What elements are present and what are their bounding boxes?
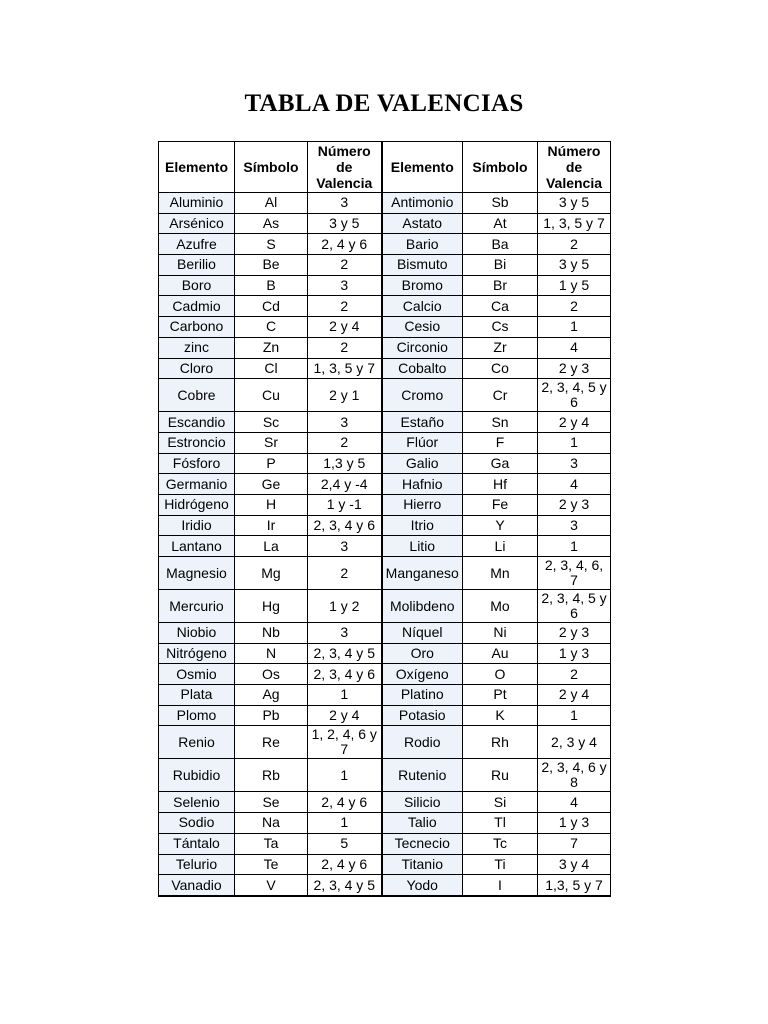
valencia-cell: 2, 4 y 6 [308,234,382,255]
valencia-cell: 1, 2, 4, 6 y 7 [308,726,382,759]
valencia-cell: 1 y -1 [308,494,382,515]
elemento-cell: Yodo [382,875,463,896]
elemento-cell: Rutenio [382,759,463,792]
simbolo-cell: Bi [463,255,538,276]
simbolo-cell: Te [235,854,308,875]
valencia-cell: 3 [538,515,611,536]
elemento-cell: Cesio [382,317,463,338]
simbolo-cell: Hg [235,590,308,623]
valencia-cell: 1, 3, 5 y 7 [308,358,382,379]
valencia-cell: 2, 4 y 6 [308,792,382,813]
simbolo-cell: Rh [463,726,538,759]
valencia-cell: 1 [538,705,611,726]
valencia-cell: 3 [308,275,382,296]
simbolo-cell: Al [235,193,308,214]
elemento-cell: Fósforo [159,453,235,474]
elemento-cell: Sodio [159,813,235,834]
elemento-cell: Cobalto [382,358,463,379]
elemento-cell: Mercurio [159,590,235,623]
table-row [159,833,611,854]
simbolo-cell: Zr [463,337,538,358]
table-row [159,432,611,453]
elemento-cell: Lantano [159,536,235,557]
header-simbolo-2: Símbolo [463,142,538,193]
valencia-cell: 2, 3, 4, 5 y 6 [538,379,611,412]
simbolo-cell: Co [463,358,538,379]
simbolo-cell: La [235,536,308,557]
table-row [159,317,611,338]
elemento-cell: Cadmio [159,296,235,317]
elemento-cell: Carbono [159,317,235,338]
simbolo-cell: Ba [463,234,538,255]
elemento-cell: Galio [382,453,463,474]
simbolo-cell: Ir [235,515,308,536]
elemento-cell: Titanio [382,854,463,875]
elemento-cell: Escandio [159,412,235,433]
simbolo-cell: Tc [463,833,538,854]
valencia-cell: 1 [538,317,611,338]
elemento-cell: Estroncio [159,432,235,453]
simbolo-cell: N [235,643,308,664]
simbolo-cell: Au [463,643,538,664]
valencia-cell: 2 [538,296,611,317]
elemento-cell: Cloro [159,358,235,379]
elemento-cell: Plata [159,685,235,706]
simbolo-cell: At [463,213,538,234]
valencia-cell: 1 [538,432,611,453]
valencia-cell: 2 y 1 [308,379,382,412]
table-row [159,275,611,296]
elemento-cell: Azufre [159,234,235,255]
elemento-cell: Plomo [159,705,235,726]
elemento-cell: Vanadio [159,875,235,896]
valencia-cell: 2, 3, 4 y 5 [308,875,382,896]
valencia-cell: 2 [308,432,382,453]
elemento-cell: Bismuto [382,255,463,276]
valencia-cell: 5 [308,833,382,854]
simbolo-cell: Na [235,813,308,834]
elemento-cell: Circonio [382,337,463,358]
elemento-cell: Manganeso [382,557,463,590]
valencia-cell: 2 y 3 [538,358,611,379]
elemento-cell: Hafnio [382,474,463,495]
simbolo-cell: V [235,875,308,896]
table-row [159,685,611,706]
elemento-cell: Hidrógeno [159,494,235,515]
simbolo-cell: F [463,432,538,453]
simbolo-cell: Nb [235,623,308,644]
valencia-cell: 1 y 3 [538,643,611,664]
valencias-table [158,141,611,897]
valencia-cell: 2 y 4 [538,412,611,433]
simbolo-cell: Re [235,726,308,759]
elemento-cell: Tántalo [159,833,235,854]
elemento-cell: Hierro [382,494,463,515]
table-row [159,813,611,834]
valencia-cell: 2 y 4 [308,705,382,726]
elemento-cell: Cobre [159,379,235,412]
simbolo-cell: Si [463,792,538,813]
valencia-cell: 2, 4 y 6 [308,854,382,875]
simbolo-cell: As [235,213,308,234]
valencia-cell: 1,3, 5 y 7 [538,875,611,896]
elemento-cell: Nitrógeno [159,643,235,664]
simbolo-cell: Sb [463,193,538,214]
valencia-cell: 2 [538,234,611,255]
elemento-cell: Itrio [382,515,463,536]
elemento-cell: Tecnecio [382,833,463,854]
valencia-cell: 2, 3, 4 y 6 [308,515,382,536]
table-row [159,474,611,495]
header-valencia-2: Número de Valencia [538,142,611,193]
table-row [159,759,611,792]
elemento-cell: Bario [382,234,463,255]
simbolo-cell: B [235,275,308,296]
simbolo-cell: Zn [235,337,308,358]
simbolo-cell: Mg [235,557,308,590]
table-row [159,557,611,590]
simbolo-cell: Be [235,255,308,276]
table-row [159,193,611,214]
header-elemento-2: Elemento [382,142,463,193]
table-row [159,664,611,685]
valencia-cell: 1 [308,685,382,706]
simbolo-cell: Li [463,536,538,557]
simbolo-cell: S [235,234,308,255]
valencia-cell: 2 y 3 [538,494,611,515]
simbolo-cell: Ni [463,623,538,644]
elemento-cell: Magnesio [159,557,235,590]
elemento-cell: Astato [382,213,463,234]
elemento-cell: Silicio [382,792,463,813]
elemento-cell: Rodio [382,726,463,759]
valencia-cell: 3 [308,412,382,433]
table-row [159,515,611,536]
table-row [159,854,611,875]
valencia-cell: 4 [538,792,611,813]
valencia-cell: 1, 3, 5 y 7 [538,213,611,234]
simbolo-cell: Cl [235,358,308,379]
elemento-cell: Platino [382,685,463,706]
elemento-cell: Potasio [382,705,463,726]
simbolo-cell: Cs [463,317,538,338]
elemento-cell: Oxígeno [382,664,463,685]
elemento-cell: Berilio [159,255,235,276]
table-row [159,623,611,644]
valencia-cell: 3 y 5 [308,213,382,234]
table-row [159,337,611,358]
valencia-cell: 2 [538,664,611,685]
simbolo-cell: Se [235,792,308,813]
table-row [159,255,611,276]
table-row [159,453,611,474]
table-row [159,792,611,813]
simbolo-cell: Hf [463,474,538,495]
valencia-cell: 1 y 3 [538,813,611,834]
simbolo-cell: Sc [235,412,308,433]
elemento-cell: Aluminio [159,193,235,214]
simbolo-cell: Pt [463,685,538,706]
table-row [159,536,611,557]
valencia-cell: 1 [308,813,382,834]
table-row [159,494,611,515]
page-title: TABLA DE VALENCIAS [244,90,524,117]
valencia-cell: 1 y 2 [308,590,382,623]
simbolo-cell: C [235,317,308,338]
simbolo-cell: Sn [463,412,538,433]
table-row [159,726,611,759]
valencia-cell: 3 [308,193,382,214]
elemento-cell: Iridio [159,515,235,536]
valencia-cell: 3 [538,453,611,474]
valencia-cell: 2, 3, 4, 6 y 8 [538,759,611,792]
elemento-cell: Litio [382,536,463,557]
elemento-cell: Oro [382,643,463,664]
elemento-cell: zinc [159,337,235,358]
valencia-cell: 2 y 3 [538,623,611,644]
header-elemento: Elemento [159,142,235,193]
table-row [159,875,611,896]
elemento-cell: Rubidio [159,759,235,792]
valencia-cell: 3 y 5 [538,193,611,214]
simbolo-cell: P [235,453,308,474]
valencia-cell: 2, 3, 4, 5 y 6 [538,590,611,623]
simbolo-cell: Mo [463,590,538,623]
simbolo-cell: Ru [463,759,538,792]
table-row [159,234,611,255]
valencia-cell: 3 y 4 [538,854,611,875]
valencia-cell: 2 [308,337,382,358]
elemento-cell: Boro [159,275,235,296]
simbolo-cell: Cr [463,379,538,412]
elemento-cell: Estaño [382,412,463,433]
elemento-cell: Níquel [382,623,463,644]
valencia-cell: 1 y 5 [538,275,611,296]
elemento-cell: Flúor [382,432,463,453]
simbolo-cell: Cu [235,379,308,412]
valencia-cell: 3 [308,536,382,557]
valencia-cell: 3 [308,623,382,644]
elemento-cell: Renio [159,726,235,759]
simbolo-cell: Mn [463,557,538,590]
valencia-cell: 2, 3 y 4 [538,726,611,759]
simbolo-cell: H [235,494,308,515]
table-row [159,705,611,726]
simbolo-cell: Ag [235,685,308,706]
simbolo-cell: I [463,875,538,896]
valencia-cell: 2 y 4 [308,317,382,338]
simbolo-cell: K [463,705,538,726]
table-row [159,213,611,234]
valencia-cell: 3 y 5 [538,255,611,276]
table-body [159,193,611,896]
elemento-cell: Telurio [159,854,235,875]
simbolo-cell: Ca [463,296,538,317]
elemento-cell: Arsénico [159,213,235,234]
table-row [159,590,611,623]
valencia-cell: 2 [308,296,382,317]
elemento-cell: Osmio [159,664,235,685]
elemento-cell: Germanio [159,474,235,495]
simbolo-cell: Os [235,664,308,685]
table-row [159,379,611,412]
elemento-cell: Cromo [382,379,463,412]
simbolo-cell: O [463,664,538,685]
valencia-cell: 1 [538,536,611,557]
elemento-cell: Niobio [159,623,235,644]
elemento-cell: Antimonio [382,193,463,214]
simbolo-cell: Fe [463,494,538,515]
header-valencia: Número de Valencia [308,142,382,193]
simbolo-cell: Tl [463,813,538,834]
table-row [159,358,611,379]
simbolo-cell: Y [463,515,538,536]
valencia-cell: 2, 3, 4, 6, 7 [538,557,611,590]
elemento-cell: Calcio [382,296,463,317]
simbolo-cell: Rb [235,759,308,792]
simbolo-cell: Sr [235,432,308,453]
table-row [159,296,611,317]
valencia-cell: 2 [308,557,382,590]
table-row [159,412,611,433]
valencia-cell: 2, 3, 4 y 6 [308,664,382,685]
elemento-cell: Bromo [382,275,463,296]
valencia-cell: 1 [308,759,382,792]
simbolo-cell: Pb [235,705,308,726]
valencia-cell: 2, 3, 4 y 5 [308,643,382,664]
valencia-cell: 4 [538,337,611,358]
valencia-cell: 7 [538,833,611,854]
simbolo-cell: Ga [463,453,538,474]
simbolo-cell: Ge [235,474,308,495]
simbolo-cell: Cd [235,296,308,317]
simbolo-cell: Ti [463,854,538,875]
elemento-cell: Molibdeno [382,590,463,623]
simbolo-cell: Br [463,275,538,296]
valencia-cell: 2 y 4 [538,685,611,706]
valencia-cell: 2 [308,255,382,276]
valencia-cell: 2,4 y -4 [308,474,382,495]
table-row [159,643,611,664]
valencia-cell: 4 [538,474,611,495]
simbolo-cell: Ta [235,833,308,854]
valencia-cell: 1,3 y 5 [308,453,382,474]
elemento-cell: Selenio [159,792,235,813]
elemento-cell: Talio [382,813,463,834]
header-simbolo: Símbolo [235,142,308,193]
table-header-row [159,142,611,193]
